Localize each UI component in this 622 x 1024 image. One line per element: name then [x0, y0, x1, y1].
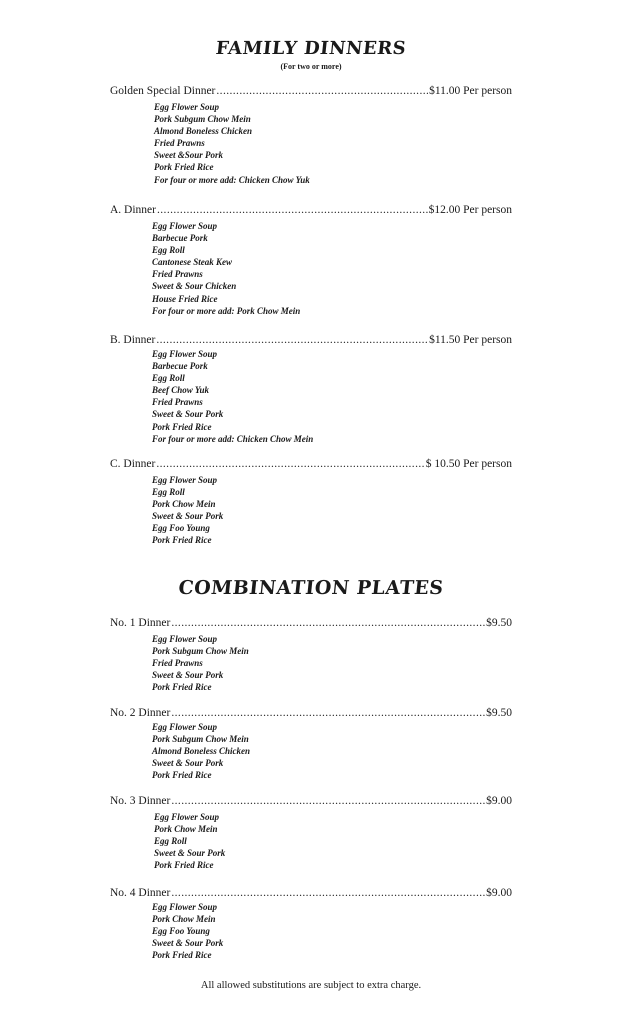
list-item: For four or more add: Chicken Chow Yuk: [154, 174, 310, 185]
menu-line-no2: [110, 707, 512, 719]
plate-items-no1: [152, 633, 249, 693]
list-item: Barbecue Pork: [152, 233, 208, 244]
list-item: Pork Subgum Chow Mein: [152, 646, 249, 657]
list-item: Sweet & Sour Chicken: [152, 281, 237, 292]
list-item: Fried Prawns: [152, 269, 203, 280]
leader-dots: [216, 85, 428, 97]
menu-line-dinner-b: [110, 334, 512, 346]
list-item: Egg Roll: [152, 487, 185, 498]
list-item: Egg Flower Soup: [152, 634, 218, 644]
leader-dots: [156, 334, 428, 346]
list-item: Fried Prawns: [152, 397, 203, 408]
plate-items-no3: [154, 811, 225, 871]
plate-name: No. 3 Dinner: [110, 795, 171, 807]
dinner-name: B. Dinner: [110, 334, 156, 346]
leader-dots: [171, 795, 485, 807]
list-item: Sweet & Sour Pork: [152, 938, 224, 949]
list-item: Pork Chow Mein: [154, 824, 218, 835]
list-item: Pork Fried Rice: [152, 421, 212, 432]
list-item: Egg Flower Soup: [152, 722, 218, 732]
dinner-name: C. Dinner: [110, 458, 156, 470]
plate-price: $9.00: [486, 795, 512, 807]
leader-dots: [157, 204, 428, 216]
plate-price: $9.00: [486, 887, 512, 899]
list-item: Pork Subgum Chow Mein: [152, 734, 249, 745]
menu-line-no4: [110, 887, 512, 899]
family-dinners-title: FAMILY DINNERS: [214, 38, 408, 59]
dinner-items-golden-special: [154, 101, 310, 186]
list-item: Cantonese Steak Kew: [152, 257, 233, 268]
leader-dots: [171, 707, 485, 719]
plate-price: $9.50: [486, 617, 512, 629]
list-item: Egg Flower Soup: [152, 221, 218, 231]
plate-price: $9.50: [486, 707, 512, 719]
list-item: Egg Foo Young: [152, 523, 210, 534]
list-item: Egg Roll: [154, 836, 187, 847]
list-item: Pork Fried Rice: [152, 770, 212, 781]
menu-line-no1: [110, 617, 512, 629]
list-item: Sweet & Sour Pork: [152, 409, 224, 420]
list-item: Pork Fried Rice: [154, 860, 214, 871]
dinner-price: $11.00 Per person: [429, 85, 512, 97]
plate-name: No. 4 Dinner: [110, 887, 171, 899]
dinner-name: Golden Special Dinner: [110, 85, 216, 97]
list-item: Fried Prawns: [154, 138, 205, 149]
list-item: Pork Fried Rice: [152, 682, 212, 693]
list-item: Sweet & Sour Pork: [152, 670, 224, 681]
menu-line-no3: [110, 795, 512, 807]
dinner-price: $ 10.50 Per person: [425, 458, 512, 470]
list-item: Pork Subgum Chow Mein: [154, 114, 251, 125]
combination-plates-title: COMBINATION PLATES: [177, 577, 445, 599]
list-item: Pork Fried Rice: [154, 162, 214, 173]
plate-name: No. 1 Dinner: [110, 617, 171, 629]
list-item: House Fried Rice: [152, 293, 218, 304]
dinner-items-c: [152, 474, 223, 547]
list-item: Sweet & Sour Pork: [152, 511, 224, 522]
list-item: Egg Flower Soup: [152, 475, 218, 485]
list-item: Pork Fried Rice: [152, 950, 212, 961]
list-item: Egg Flower Soup: [154, 812, 220, 822]
dinner-price: $12.00 Per person: [428, 204, 512, 216]
list-item: Fried Prawns: [152, 658, 203, 669]
list-item: Egg Roll: [152, 245, 185, 256]
plate-items-no4: [152, 901, 223, 961]
list-item: For four or more add: Chicken Chow Mein: [152, 433, 314, 444]
list-item: Pork Fried Rice: [152, 535, 212, 546]
list-item: Egg Flower Soup: [152, 902, 218, 912]
menu-line-dinner-c: [110, 458, 512, 470]
list-item: Pork Chow Mein: [152, 914, 216, 925]
substitution-note: All allowed substitutions are subject to extra charge.: [200, 980, 422, 991]
list-item: Egg Roll: [152, 373, 185, 384]
dinner-items-b: [152, 348, 313, 445]
list-item: Egg Foo Young: [152, 926, 210, 937]
menu-line-dinner-a: [110, 204, 512, 216]
plate-name: No. 2 Dinner: [110, 707, 171, 719]
list-item: Sweet & Sour Pork: [154, 848, 226, 859]
list-item: Beef Chow Yuk: [152, 385, 210, 396]
list-item: Barbecue Pork: [152, 361, 208, 372]
list-item: Egg Flower Soup: [152, 349, 218, 359]
dinner-items-a: [152, 220, 300, 317]
family-dinners-subtitle: (For two or more): [280, 62, 342, 71]
plate-items-no2: [152, 721, 250, 781]
list-item: Egg Flower Soup: [154, 102, 220, 112]
list-item: Almond Boneless Chicken: [152, 746, 251, 757]
leader-dots: [171, 617, 485, 629]
leader-dots: [156, 458, 424, 470]
list-item: For four or more add: Pork Chow Mein: [152, 305, 301, 316]
list-item: Sweet &Sour Pork: [154, 150, 224, 161]
list-item: Almond Boneless Chicken: [154, 126, 253, 137]
list-item: Pork Chow Mein: [152, 499, 216, 510]
dinner-price: $11.50 Per person: [429, 334, 512, 346]
dinner-name: A. Dinner: [110, 204, 156, 216]
list-item: Sweet & Sour Pork: [152, 758, 224, 769]
menu-line-golden-special: [110, 85, 512, 97]
leader-dots: [171, 887, 485, 899]
